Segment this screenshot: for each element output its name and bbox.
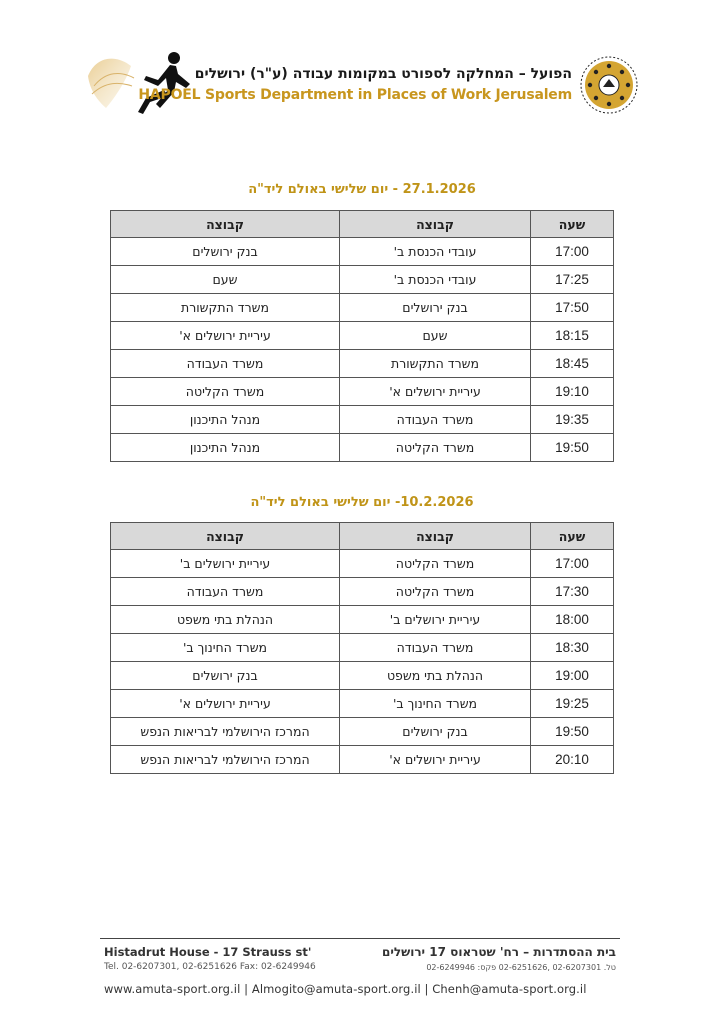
table-row xyxy=(111,378,614,406)
table-row xyxy=(111,718,614,746)
team-cell: משרד התקשורת xyxy=(111,294,340,322)
team-cell: משרד הקליטה xyxy=(340,550,531,578)
team-cell: בנק ירושלים xyxy=(340,718,531,746)
team-cell: הנהלת בתי משפט xyxy=(111,606,340,634)
match-time: 19:10 xyxy=(531,378,614,406)
team-cell: מנהל התיכנון xyxy=(111,406,340,434)
table-row xyxy=(111,322,614,350)
footer-phones-hebrew: טל. 02-6207301 ,02-6251626 פקס: 02-6249946 xyxy=(426,963,616,972)
table-header-row xyxy=(111,211,614,238)
column-header-team: קבוצה xyxy=(111,523,340,550)
match-time: 17:50 xyxy=(531,294,614,322)
table-row xyxy=(111,238,614,266)
match-time: 17:30 xyxy=(531,578,614,606)
org-name-hebrew: הפועל – המחלקה לספורט במקומות עבודה (ע"ר) ירושלים xyxy=(194,66,572,82)
footer-contact-links[interactable]: www.amuta-sport.org.il | Almogito@amuta-sport.org.il | Chenh@amuta-sport.org.il xyxy=(104,982,587,996)
team-cell: משרד העבודה xyxy=(340,634,531,662)
table-row xyxy=(111,294,614,322)
schedule-title: 27.1.2026 - יום שלישי באולם ליד"ה xyxy=(248,182,476,197)
match-time: 17:25 xyxy=(531,266,614,294)
team-cell: משרד העבודה xyxy=(111,578,340,606)
team-cell: עיריית ירושלים א' xyxy=(340,746,531,774)
footer-address-hebrew: בית ההסתדרות – רח' שטראוס 17 ירושלים xyxy=(381,945,616,959)
team-cell: משרד הקליטה xyxy=(340,434,531,462)
match-time: 17:00 xyxy=(531,550,614,578)
match-time: 19:50 xyxy=(531,718,614,746)
match-time: 19:50 xyxy=(531,434,614,462)
table-row xyxy=(111,434,614,462)
column-header-time: שעה xyxy=(531,211,614,238)
team-cell: משרד התקשורת xyxy=(340,350,531,378)
org-name-english: HAPOEL Sports Department in Places of Work Jerusalem xyxy=(138,87,572,103)
column-header-team: קבוצה xyxy=(111,211,340,238)
team-cell: עיריית ירושלים א' xyxy=(111,322,340,350)
team-cell: משרד החינוך ב' xyxy=(340,690,531,718)
match-time: 20:10 xyxy=(531,746,614,774)
table-header-row xyxy=(111,523,614,550)
table-row xyxy=(111,634,614,662)
table-row xyxy=(111,578,614,606)
team-cell: בנק ירושלים xyxy=(340,294,531,322)
team-cell: משרד העבודה xyxy=(340,406,531,434)
schedule-title: 10.2.2026- יום שלישי באולם ליד"ה xyxy=(250,495,474,510)
team-cell: עיריית ירושלים ב' xyxy=(340,606,531,634)
runner-logo-icon xyxy=(86,46,196,116)
team-cell: משרד החינוך ב' xyxy=(111,634,340,662)
footer-phones-english: Tel. 02-6207301, 02-6251626 Fax: 02-6249946 xyxy=(104,962,316,972)
table-row xyxy=(111,550,614,578)
letterhead xyxy=(86,46,646,118)
table-row xyxy=(111,690,614,718)
match-time: 19:25 xyxy=(531,690,614,718)
team-cell: המרכז הירושלמי לבריאות הנפש xyxy=(111,718,340,746)
schedule-table xyxy=(110,210,614,462)
column-header-time: שעה xyxy=(531,523,614,550)
team-cell: הנהלת בתי משפט xyxy=(340,662,531,690)
column-header-team: קבוצה xyxy=(340,523,531,550)
team-cell: בנק ירושלים xyxy=(111,662,340,690)
team-cell: עיריית ירושלים א' xyxy=(111,690,340,718)
team-cell: משרד הקליטה xyxy=(340,578,531,606)
team-cell: עובדי הכנסת ב' xyxy=(340,238,531,266)
footer-divider xyxy=(100,938,620,939)
table-row xyxy=(111,266,614,294)
table-row xyxy=(111,746,614,774)
table-row xyxy=(111,350,614,378)
match-time: 18:45 xyxy=(531,350,614,378)
match-time: 17:00 xyxy=(531,238,614,266)
footer-address-english: Histadrut House - 17 Strauss st' xyxy=(104,945,312,959)
team-cell: משרד הקליטה xyxy=(111,378,340,406)
match-time: 18:15 xyxy=(531,322,614,350)
team-cell: מנהל התיכנון xyxy=(111,434,340,462)
match-time: 18:00 xyxy=(531,606,614,634)
team-cell: עיריית ירושלים ב' xyxy=(111,550,340,578)
team-cell: שעם xyxy=(340,322,531,350)
column-header-team: קבוצה xyxy=(340,211,531,238)
schedule-table xyxy=(110,522,614,774)
table-row xyxy=(111,606,614,634)
team-cell: עיריית ירושלים א' xyxy=(340,378,531,406)
team-cell: משרד העבודה xyxy=(111,350,340,378)
match-time: 19:35 xyxy=(531,406,614,434)
team-cell: המרכז הירושלמי לבריאות הנפש xyxy=(111,746,340,774)
team-cell: עובדי הכנסת ב' xyxy=(340,266,531,294)
match-time: 19:00 xyxy=(531,662,614,690)
team-cell: בנק ירושלים xyxy=(111,238,340,266)
team-cell: שעם xyxy=(111,266,340,294)
table-row xyxy=(111,662,614,690)
match-time: 18:30 xyxy=(531,634,614,662)
table-row xyxy=(111,406,614,434)
hapoel-seal-logo-icon xyxy=(580,56,638,114)
